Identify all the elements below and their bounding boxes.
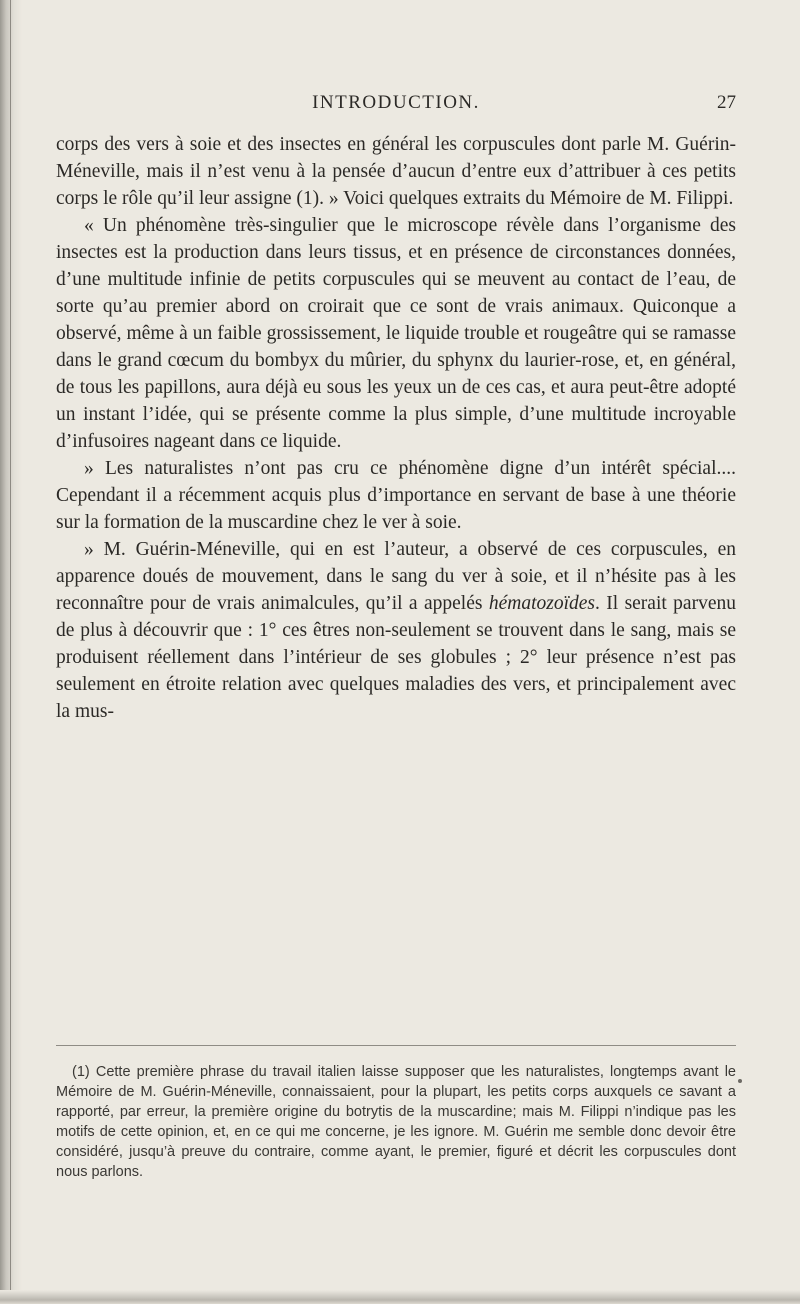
footnote-separator	[56, 1045, 736, 1046]
page-header	[56, 92, 736, 120]
page-binding-shadow	[0, 0, 22, 1304]
page-number: 27	[717, 92, 736, 113]
main-text	[56, 131, 736, 725]
page-bottom-edge	[0, 1290, 800, 1304]
italic-term: hématozoïdes	[488, 593, 595, 614]
footnote-text: (1) Cette première phrase du travail italien laisse supposer que les naturalistes, longtemps avant le Mémoire de M. Guérin-Méneville, connaissaient, pour la plupart, les petits corps auxquels ce savant a rapporté, par erreur, la première origine du botrytis de la muscardine; mais M. Filippi n’indique pas les motifs de cette opinion, et, en ce qui me concerne, je les ignore. M. Guérin me semble donc devoir être considéré, jusqu’à preuve du contraire, comme ayant, le premier, figuré et décrit les corpuscules dont nous parlons.	[56, 1064, 736, 1180]
margin-dot	[738, 1079, 742, 1083]
paragraph-3: » Les naturalistes n’ont pas cru ce phénomène digne d’un intérêt spécial.... Cependant il a récemment acquis plus d’importance en servant de base à une théorie sur la formation de la muscardine chez le ver à soie.	[56, 458, 736, 533]
paragraph-4	[56, 536, 736, 725]
paragraph-2: « Un phénomène très-singulier que le microscope révèle dans l’organisme des insectes est la production dans leurs tissus, et en présence de circonstances données, d’une multitude infinie de petits corpuscules qui se meuvent au contact de l’eau, de sorte qu’au premier abord on croirait que ce sont de vrais animaux. Quiconque a observé, même à un faible grossissement, le liquide trouble et rougeâtre qui se ramasse dans le grand cœcum du bombyx du mûrier, du sphynx du laurier-rose, et, en général, de tous les papillons, aura déjà eu sous les yeux un de ces cas, et aura peut-être adopté un instant l’idée, qui se présente comme la plus simple, d’une multitude incroyable d’infusoires nageant dans ce liquide.	[56, 215, 736, 452]
paragraph-1: corps des vers à soie et des insectes en général les corpuscules dont parle M. Guérin-Méneville, mais il n’est venu à la pensée d’aucun d’entre eux d’attribuer à ces petits corps le rôle qu’il leur assigne (1). » Voici quelques extraits du Mémoire de M. Filippi.	[56, 134, 736, 209]
binding-edge-line	[10, 0, 11, 1304]
running-head: INTRODUCTION.	[312, 92, 480, 113]
paragraph-4-end: . Il serait parvenu de plus à découvrir que : 1° ces êtres non-seulement se trouvent dans le sang, mais se produisent réellement dans l’intérieur de ses globules ; 2° leur présence n’est pas seulement en étroite relation avec quelques maladies des vers, et principalement avec la mus-	[56, 593, 736, 722]
paragraph-4-start: » M. Guérin-Méneville, qui en est l’auteur, a observé de ces corpuscules, en apparence doués de mouvement, dans le sang du ver à soie, et il n’hésite pas à les reconnaître pour de vrais animalcules, qu’il a appelés	[56, 539, 736, 614]
footnote	[56, 1062, 736, 1182]
